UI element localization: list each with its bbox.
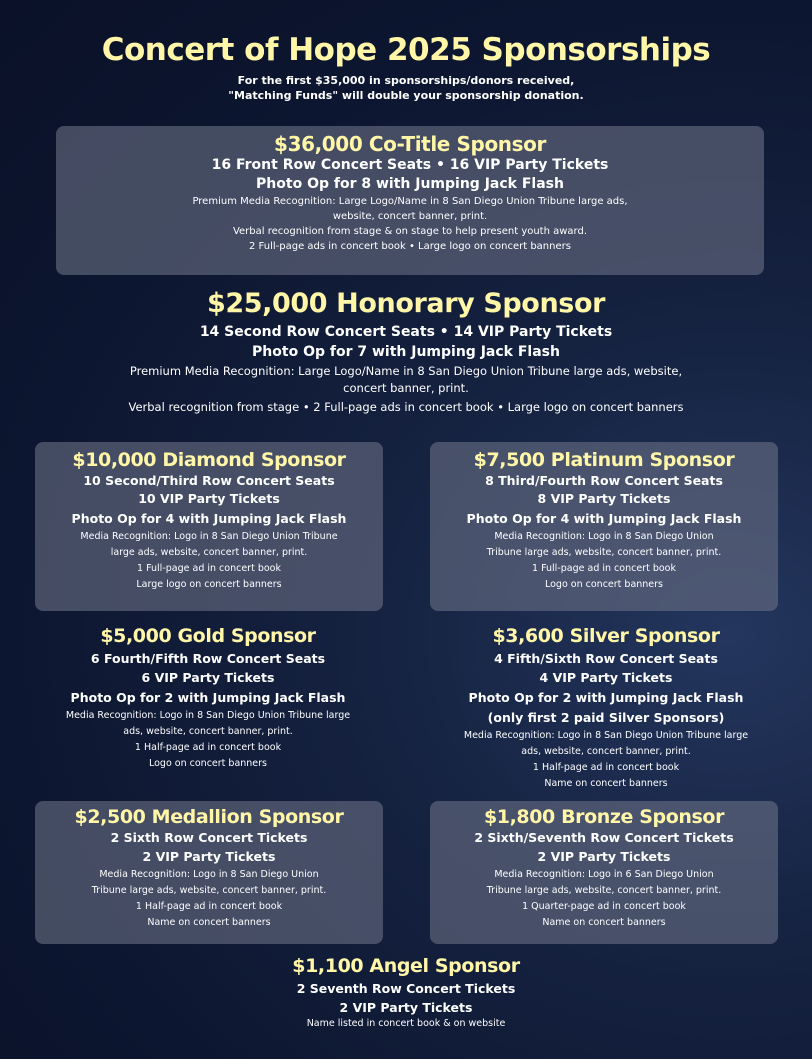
- platinum-sponsor-card: [430, 442, 778, 611]
- gold-seats: 6 Fourth/Fifth Row Concert Seats: [90, 651, 326, 666]
- cotitle-sponsor-card: [56, 126, 764, 275]
- platinum-media-cont: Tribune large ads, website, concert banner, print.: [486, 547, 722, 558]
- gold-media: Media Recognition: Logo in 8 San Diego Union Tribune large: [65, 710, 351, 721]
- silver-media: Media Recognition: Logo in 8 San Diego Union Tribune large: [463, 730, 749, 741]
- cotitle-photo-op: Photo Op for 8 with Jumping Jack Flash: [256, 176, 564, 192]
- platinum-vip: 8 VIP Party Tickets: [537, 491, 671, 506]
- platinum-media: Media Recognition: Logo in 8 San Diego Union: [494, 531, 714, 542]
- medallion-banner: Name on concert banners: [147, 917, 271, 928]
- platinum-banner: Logo on concert banners: [544, 579, 664, 590]
- gold-sponsor-section: [12, 622, 404, 772]
- silver-vip: 4 VIP Party Tickets: [539, 670, 673, 685]
- silver-photo-op: Photo Op for 2 with Jumping Jack Flash: [468, 690, 744, 705]
- cotitle-verbal: Verbal recognition from stage & on stage to help present youth award.: [232, 226, 588, 237]
- bronze-banner: Name on concert banners: [542, 917, 666, 928]
- honorary-seats: 14 Second Row Concert Seats • 14 VIP Party Tickets: [199, 324, 613, 340]
- honorary-photo-op: Photo Op for 7 with Jumping Jack Flash: [252, 344, 560, 360]
- bronze-tickets: 2 Sixth/Seventh Row Concert Tickets: [474, 830, 734, 845]
- diamond-media-cont: large ads, website, concert banner, print.: [110, 547, 308, 558]
- bronze-media: Media Recognition: Logo in 6 San Diego Union: [494, 869, 714, 880]
- silver-heading: $3,600 Silver Sponsor: [492, 625, 720, 647]
- silver-seats: 4 Fifth/Sixth Row Concert Seats: [494, 651, 718, 666]
- platinum-seats: 8 Third/Fourth Row Concert Seats: [485, 473, 723, 488]
- platinum-photo-op: Photo Op for 4 with Jumping Jack Flash: [466, 511, 742, 526]
- platinum-ad: 1 Full-page ad in concert book: [532, 563, 676, 574]
- cotitle-heading: $36,000 Co-Title Sponsor: [274, 132, 546, 156]
- gold-ad: 1 Half-page ad in concert book: [134, 742, 282, 753]
- angel-sponsor-section: [0, 952, 812, 1031]
- angel-tickets: 2 Seventh Row Concert Tickets: [296, 981, 516, 996]
- medallion-ad: 1 Half-page ad in concert book: [135, 901, 283, 912]
- gold-media-cont: ads, website, concert banner, print.: [123, 726, 293, 737]
- matching-note-line-1: For the first $35,000 in sponsorships/donors received,: [237, 74, 575, 87]
- honorary-sponsor-section: [0, 286, 812, 417]
- cotitle-ads: 2 Full-page ads in concert book • Large logo on concert banners: [249, 241, 571, 252]
- medallion-media: Media Recognition: Logo in 8 San Diego Union: [99, 869, 319, 880]
- medallion-heading: $2,500 Medallion Sponsor: [74, 806, 344, 828]
- angel-vip: 2 VIP Party Tickets: [339, 1000, 473, 1015]
- gold-banner: Logo on concert banners: [148, 758, 268, 769]
- silver-ad: 1 Half-page ad in concert book: [532, 762, 680, 773]
- bronze-media-cont: Tribune large ads, website, concert banner, print.: [486, 885, 722, 896]
- angel-listing: Name listed in concert book & on website: [306, 1018, 506, 1029]
- silver-limit: (only first 2 paid Silver Sponsors): [487, 710, 725, 725]
- diamond-photo-op: Photo Op for 4 with Jumping Jack Flash: [71, 511, 347, 526]
- bronze-vip: 2 VIP Party Tickets: [537, 849, 671, 864]
- bronze-sponsor-card: [430, 801, 778, 944]
- cotitle-media: Premium Media Recognition: Large Logo/Name in 8 San Diego Union Tribune large ads,: [192, 196, 628, 207]
- medallion-vip: 2 VIP Party Tickets: [142, 849, 276, 864]
- diamond-banner: Large logo on concert banners: [136, 579, 282, 590]
- honorary-verbal: Verbal recognition from stage • 2 Full-page ads in concert book • Large logo on concert banners: [128, 400, 684, 414]
- diamond-sponsor-card: [35, 442, 383, 611]
- angel-heading: $1,100 Angel Sponsor: [292, 955, 520, 977]
- platinum-heading: $7,500 Platinum Sponsor: [473, 449, 735, 471]
- matching-note-line-2: "Matching Funds" will double your sponsorship donation.: [228, 89, 584, 102]
- gold-vip: 6 VIP Party Tickets: [141, 670, 275, 685]
- medallion-sponsor-card: [35, 801, 383, 944]
- honorary-media: Premium Media Recognition: Large Logo/Name in 8 San Diego Union Tribune large ads, website,: [129, 364, 683, 378]
- silver-banner: Name on concert banners: [544, 778, 668, 789]
- cotitle-seats: 16 Front Row Concert Seats • 16 VIP Party Tickets: [211, 157, 609, 173]
- diamond-vip: 10 VIP Party Tickets: [138, 491, 280, 506]
- diamond-ad: 1 Full-page ad in concert book: [137, 563, 281, 574]
- medallion-media-cont: Tribune large ads, website, concert banner, print.: [91, 885, 327, 896]
- bronze-heading: $1,800 Bronze Sponsor: [483, 806, 725, 828]
- medallion-tickets: 2 Sixth Row Concert Tickets: [110, 830, 308, 845]
- diamond-media: Media Recognition: Logo in 8 San Diego Union Tribune: [80, 531, 338, 542]
- gold-heading: $5,000 Gold Sponsor: [100, 625, 316, 647]
- silver-media-cont: ads, website, concert banner, print.: [521, 746, 691, 757]
- gold-photo-op: Photo Op for 2 with Jumping Jack Flash: [70, 690, 346, 705]
- page-title: Concert of Hope 2025 Sponsorships: [101, 32, 711, 68]
- bronze-ad: 1 Quarter-page ad in concert book: [522, 901, 686, 912]
- cotitle-media-cont: website, concert banner, print.: [332, 211, 488, 222]
- honorary-media-cont: concert banner, print.: [343, 381, 469, 395]
- honorary-heading: $25,000 Honorary Sponsor: [206, 288, 606, 319]
- diamond-heading: $10,000 Diamond Sponsor: [72, 449, 346, 471]
- diamond-seats: 10 Second/Third Row Concert Seats: [83, 473, 335, 488]
- silver-sponsor-section: [410, 622, 802, 792]
